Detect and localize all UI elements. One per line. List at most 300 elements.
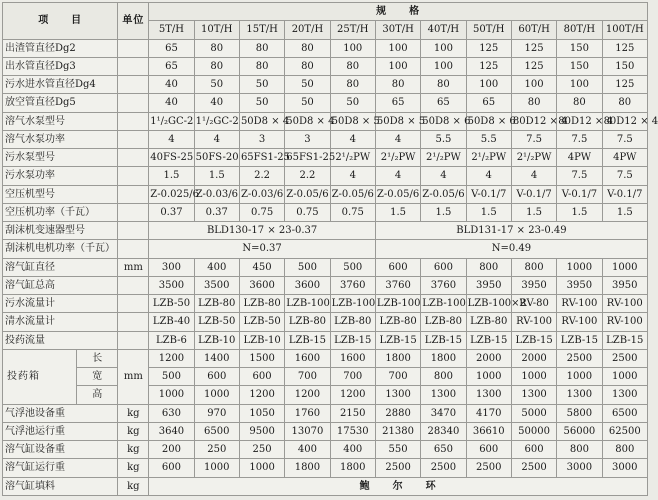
value-cell: 700 — [375, 368, 420, 386]
value-cell: 7.5 — [602, 167, 647, 185]
value-cell: 62500 — [602, 422, 647, 440]
value-cell: 1000 — [602, 368, 647, 386]
value-cell: Z-0.05/6 — [421, 185, 466, 203]
dimension-label: 宽 — [77, 368, 118, 386]
value-cell: 125 — [511, 39, 556, 57]
value-cell: 125 — [511, 57, 556, 75]
value-cell: 100 — [375, 39, 420, 57]
row-unit: kg — [118, 459, 149, 477]
value-cell: 4PW — [602, 149, 647, 167]
value-cell: 2¹/₂PW — [375, 149, 420, 167]
value-cell: V-0.1/7 — [511, 185, 556, 203]
value-cell: Z-0.025/6 — [149, 185, 194, 203]
value-cell: 250 — [239, 441, 284, 459]
value-cell: 2.2 — [239, 167, 284, 185]
value-cell: 1.5 — [375, 203, 420, 221]
value-cell: 125 — [466, 39, 511, 57]
value-cell: 4 — [330, 167, 375, 185]
value-cell: 150 — [602, 57, 647, 75]
value-cell: RV-100 — [557, 295, 602, 313]
value-cell: 2880 — [375, 404, 420, 422]
value-cell: 65 — [149, 39, 194, 57]
value-cell: 3640 — [149, 422, 194, 440]
value-cell: 50 — [239, 76, 284, 94]
value-cell: 50 — [239, 94, 284, 112]
value-cell: 2150 — [330, 404, 375, 422]
motor-power-large: N=0.49 — [375, 240, 647, 258]
value-cell: 150 — [557, 57, 602, 75]
value-cell: 1.5 — [421, 203, 466, 221]
table-row — [3, 368, 648, 386]
row-unit — [118, 276, 149, 294]
value-cell: 65 — [375, 94, 420, 112]
row-label: 溶气缸直径 — [3, 258, 118, 276]
packing-value: 鲍 尔 环 — [149, 477, 648, 496]
row-label: 出水管直径Dg3 — [3, 57, 118, 75]
value-cell: 5.5 — [421, 130, 466, 148]
value-cell: 65 — [466, 94, 511, 112]
row-unit — [118, 240, 149, 258]
value-cell: 600 — [194, 368, 239, 386]
value-cell: 40FS-25 — [149, 149, 194, 167]
value-cell: 0.75 — [285, 203, 330, 221]
value-cell: RV-80 — [511, 295, 556, 313]
value-cell: 1800 — [421, 349, 466, 367]
value-cell: 4 — [330, 130, 375, 148]
value-cell: 50D8 × 6 — [421, 112, 466, 130]
value-cell: 1000 — [557, 368, 602, 386]
value-cell: LZB-80 — [194, 295, 239, 313]
value-cell: LZB-15 — [375, 331, 420, 349]
value-cell: 50D8 × 5 — [375, 112, 420, 130]
value-cell: 3950 — [602, 276, 647, 294]
value-cell: 0.37 — [149, 203, 194, 221]
value-cell: 100 — [511, 76, 556, 94]
value-cell: 80D12 × 4 — [602, 112, 647, 130]
value-cell: 6500 — [602, 404, 647, 422]
value-cell: 7.5 — [557, 167, 602, 185]
value-cell: LZB-6 — [149, 331, 194, 349]
value-cell: 4 — [466, 167, 511, 185]
table-row — [3, 276, 648, 294]
table-row — [3, 222, 648, 240]
value-cell: 5000 — [511, 404, 556, 422]
value-cell: 1800 — [330, 459, 375, 477]
row-label: 刮沫机电机功率（千瓦） — [3, 240, 118, 258]
value-cell: 3 — [285, 130, 330, 148]
value-cell: LZB-100×2 — [466, 295, 511, 313]
value-cell: 4 — [149, 130, 194, 148]
value-cell: 100 — [375, 57, 420, 75]
model-header: 100T/H — [602, 21, 647, 39]
value-cell: 800 — [557, 441, 602, 459]
value-cell: 1¹/₂GC-2 — [194, 112, 239, 130]
value-cell: 2000 — [466, 349, 511, 367]
value-cell: 600 — [375, 258, 420, 276]
value-cell: 3600 — [285, 276, 330, 294]
value-cell: 2¹/₂PW — [511, 149, 556, 167]
dimension-label: 高 — [77, 386, 118, 404]
value-cell: 17530 — [330, 422, 375, 440]
row-label: 污水进水管直径Dg4 — [3, 76, 118, 94]
value-cell: 13070 — [285, 422, 330, 440]
table-row — [3, 459, 648, 477]
value-cell: 3470 — [421, 404, 466, 422]
table-row — [3, 130, 648, 148]
value-cell: 1300 — [375, 386, 420, 404]
value-cell: 1000 — [557, 258, 602, 276]
value-cell: V-0.1/7 — [602, 185, 647, 203]
value-cell: LZB-15 — [285, 331, 330, 349]
value-cell: 600 — [421, 258, 466, 276]
value-cell: 3600 — [239, 276, 284, 294]
value-cell: 40 — [149, 76, 194, 94]
value-cell: LZB-80 — [285, 313, 330, 331]
value-cell: 3760 — [330, 276, 375, 294]
value-cell: 1000 — [466, 368, 511, 386]
value-cell: 100 — [330, 39, 375, 57]
value-cell: 1300 — [466, 386, 511, 404]
value-cell: 5800 — [557, 404, 602, 422]
value-cell: LZB-15 — [466, 331, 511, 349]
value-cell: 2500 — [557, 349, 602, 367]
value-cell: 400 — [285, 441, 330, 459]
value-cell: 125 — [466, 57, 511, 75]
value-cell: 1000 — [194, 386, 239, 404]
row-label: 刮沫机变速器型号 — [3, 222, 118, 240]
row-unit — [118, 94, 149, 112]
value-cell: 5.5 — [466, 130, 511, 148]
value-cell: LZB-80 — [421, 313, 466, 331]
value-cell: 80 — [194, 57, 239, 75]
value-cell: Z-0.05/6 — [375, 185, 420, 203]
value-cell: 6500 — [194, 422, 239, 440]
value-cell: 800 — [602, 441, 647, 459]
value-cell: 80 — [330, 76, 375, 94]
value-cell: 2000 — [511, 349, 556, 367]
row-label: 污水泵型号 — [3, 149, 118, 167]
value-cell: 50D8 × 4 — [239, 112, 284, 130]
value-cell: LZB-100 — [285, 295, 330, 313]
model-header: 40T/H — [421, 21, 466, 39]
value-cell: 80 — [239, 57, 284, 75]
value-cell: 500 — [285, 258, 330, 276]
value-cell: 1000 — [602, 258, 647, 276]
header-spec: 规 格 — [149, 3, 648, 21]
value-cell: 1000 — [194, 459, 239, 477]
value-cell: 1050 — [239, 404, 284, 422]
table-row — [3, 94, 648, 112]
value-cell: 500 — [149, 368, 194, 386]
value-cell: 450 — [239, 258, 284, 276]
value-cell: 600 — [466, 441, 511, 459]
value-cell: 550 — [375, 441, 420, 459]
value-cell: Z-0.03/6 — [194, 185, 239, 203]
reducer-model-large: BLD131-17 × 23-0.49 — [375, 222, 647, 240]
value-cell: LZB-50 — [149, 295, 194, 313]
value-cell: 80 — [557, 94, 602, 112]
value-cell: 1500 — [239, 349, 284, 367]
value-cell: 1.5 — [466, 203, 511, 221]
value-cell: LZB-100 — [375, 295, 420, 313]
value-cell: LZB-15 — [511, 331, 556, 349]
value-cell: LZB-50 — [194, 313, 239, 331]
row-label: 溶气缸运行重 — [3, 459, 118, 477]
value-cell: 600 — [149, 459, 194, 477]
value-cell: 65 — [421, 94, 466, 112]
row-unit: mm — [118, 258, 149, 276]
value-cell: 1000 — [511, 368, 556, 386]
row-unit: kg — [118, 441, 149, 459]
value-cell: 50 — [285, 94, 330, 112]
model-header: 20T/H — [285, 21, 330, 39]
row-label: 溶气水泵型号 — [3, 112, 118, 130]
dosing-box-label: 投药箱 — [3, 349, 77, 404]
value-cell: 80 — [194, 39, 239, 57]
header-unit: 单位 — [118, 3, 149, 40]
row-unit: kg — [118, 477, 149, 496]
header-row — [3, 3, 648, 21]
value-cell: 80 — [421, 76, 466, 94]
header-item: 项 目 — [3, 3, 118, 40]
value-cell: 36610 — [466, 422, 511, 440]
row-label: 清水流量计 — [3, 313, 118, 331]
value-cell: 80 — [285, 39, 330, 57]
row-label: 溶气缸填料 — [3, 477, 118, 496]
table-row — [3, 203, 648, 221]
value-cell: 0.37 — [194, 203, 239, 221]
value-cell: 100 — [557, 76, 602, 94]
model-header: 50T/H — [466, 21, 511, 39]
value-cell: LZB-80 — [466, 313, 511, 331]
value-cell: 2500 — [511, 459, 556, 477]
table-row — [3, 313, 648, 331]
dimension-label: 长 — [77, 349, 118, 367]
value-cell: 1.5 — [149, 167, 194, 185]
value-cell: 1300 — [602, 386, 647, 404]
row-label: 投药流量 — [3, 331, 118, 349]
value-cell: RV-100 — [602, 295, 647, 313]
row-unit — [118, 57, 149, 75]
value-cell: 250 — [194, 441, 239, 459]
value-cell: 600 — [511, 441, 556, 459]
value-cell: 2¹/₂PW — [421, 149, 466, 167]
value-cell: 1000 — [149, 386, 194, 404]
row-label: 出渣管直径Dg2 — [3, 39, 118, 57]
value-cell: 125 — [602, 76, 647, 94]
table-row — [3, 386, 648, 404]
row-unit — [118, 295, 149, 313]
value-cell: LZB-15 — [557, 331, 602, 349]
value-cell: 1800 — [285, 459, 330, 477]
value-cell: 630 — [149, 404, 194, 422]
table-row — [3, 331, 648, 349]
value-cell: 700 — [330, 368, 375, 386]
value-cell: 1300 — [421, 386, 466, 404]
row-unit — [118, 130, 149, 148]
value-cell: 4170 — [466, 404, 511, 422]
value-cell: 1400 — [194, 349, 239, 367]
value-cell: 1760 — [285, 404, 330, 422]
value-cell: 1¹/₂GC-2 — [149, 112, 194, 130]
table-row — [3, 349, 648, 367]
value-cell: 700 — [285, 368, 330, 386]
row-unit — [118, 222, 149, 240]
table-row — [3, 295, 648, 313]
value-cell: LZB-10 — [194, 331, 239, 349]
value-cell: 400 — [194, 258, 239, 276]
value-cell: 2500 — [602, 349, 647, 367]
value-cell: 3000 — [602, 459, 647, 477]
value-cell: 2.2 — [285, 167, 330, 185]
value-cell: 1200 — [239, 386, 284, 404]
value-cell: 7.5 — [602, 130, 647, 148]
table-row — [3, 149, 648, 167]
value-cell: 4 — [375, 130, 420, 148]
value-cell: 3 — [239, 130, 284, 148]
value-cell: 40 — [149, 94, 194, 112]
row-label: 气浮池设备重 — [3, 404, 118, 422]
value-cell: 1.5 — [557, 203, 602, 221]
value-cell: 0.75 — [239, 203, 284, 221]
table-row — [3, 258, 648, 276]
value-cell: V-0.1/7 — [557, 185, 602, 203]
value-cell: 0.75 — [330, 203, 375, 221]
value-cell: 50D8 × 5 — [330, 112, 375, 130]
value-cell: 500 — [330, 258, 375, 276]
table-row — [3, 404, 648, 422]
reducer-model-small: BLD130-17 × 23-0.37 — [149, 222, 376, 240]
value-cell: LZB-100 — [330, 295, 375, 313]
value-cell: 3950 — [511, 276, 556, 294]
value-cell: LZB-80 — [330, 313, 375, 331]
row-label: 空压机功率（千瓦） — [3, 203, 118, 221]
row-unit — [118, 331, 149, 349]
value-cell: 3500 — [149, 276, 194, 294]
value-cell: 1200 — [149, 349, 194, 367]
value-cell: 1200 — [330, 386, 375, 404]
value-cell: LZB-100 — [421, 295, 466, 313]
value-cell: LZB-10 — [239, 331, 284, 349]
row-unit — [118, 39, 149, 57]
value-cell: 21380 — [375, 422, 420, 440]
value-cell: 1.5 — [511, 203, 556, 221]
value-cell: 65FS1-25 — [239, 149, 284, 167]
value-cell: 80 — [239, 39, 284, 57]
value-cell: 9500 — [239, 422, 284, 440]
value-cell: 800 — [466, 258, 511, 276]
value-cell: 80D12 × 4 — [557, 112, 602, 130]
value-cell: 1.5 — [602, 203, 647, 221]
table-row — [3, 112, 648, 130]
value-cell: 2500 — [421, 459, 466, 477]
value-cell: 3950 — [466, 276, 511, 294]
value-cell: 600 — [239, 368, 284, 386]
value-cell: 2500 — [466, 459, 511, 477]
model-header: 25T/H — [330, 21, 375, 39]
spec-sheet — [2, 2, 658, 496]
value-cell: 4 — [194, 130, 239, 148]
value-cell: 7.5 — [557, 130, 602, 148]
value-cell: 28340 — [421, 422, 466, 440]
value-cell: 80D12 × 4 — [511, 112, 556, 130]
table-row — [3, 240, 648, 258]
row-label: 空压机型号 — [3, 185, 118, 203]
value-cell: 1.5 — [194, 167, 239, 185]
table-row — [3, 57, 648, 75]
value-cell: 50FS-20 — [194, 149, 239, 167]
value-cell: 80 — [375, 76, 420, 94]
model-header: 80T/H — [557, 21, 602, 39]
value-cell: 970 — [194, 404, 239, 422]
row-label: 污水泵功率 — [3, 167, 118, 185]
value-cell: 800 — [511, 258, 556, 276]
value-cell: 40 — [194, 94, 239, 112]
value-cell: 150 — [557, 39, 602, 57]
value-cell: 50000 — [511, 422, 556, 440]
row-label: 放空管直径Dg5 — [3, 94, 118, 112]
value-cell: 80 — [330, 57, 375, 75]
table-row — [3, 39, 648, 57]
value-cell: 200 — [149, 441, 194, 459]
value-cell: 1200 — [285, 386, 330, 404]
value-cell: 50 — [330, 94, 375, 112]
value-cell: 3500 — [194, 276, 239, 294]
value-cell: V-0.1/7 — [466, 185, 511, 203]
row-unit — [118, 185, 149, 203]
value-cell: Z-0.05/6 — [330, 185, 375, 203]
value-cell: 3000 — [557, 459, 602, 477]
table-row — [3, 477, 648, 496]
value-cell: 65 — [149, 57, 194, 75]
table-row — [3, 185, 648, 203]
table-row — [3, 167, 648, 185]
value-cell: 125 — [602, 39, 647, 57]
value-cell: 100 — [421, 39, 466, 57]
value-cell: 2500 — [375, 459, 420, 477]
model-header: 60T/H — [511, 21, 556, 39]
value-cell: RV-100 — [602, 313, 647, 331]
value-cell: 2¹/₂PW — [466, 149, 511, 167]
specification-table — [2, 2, 658, 496]
value-cell: 4 — [421, 167, 466, 185]
value-cell: 100 — [421, 57, 466, 75]
value-cell: LZB-15 — [330, 331, 375, 349]
value-cell: 7.5 — [511, 130, 556, 148]
row-label: 污水流量计 — [3, 295, 118, 313]
table-row — [3, 441, 648, 459]
value-cell: 80 — [602, 94, 647, 112]
value-cell: Z-0.05/6 — [285, 185, 330, 203]
value-cell: 50 — [194, 76, 239, 94]
value-cell: 300 — [149, 258, 194, 276]
value-cell: 1800 — [375, 349, 420, 367]
value-cell: RV-100 — [511, 313, 556, 331]
value-cell: 2¹/₂PW — [330, 149, 375, 167]
value-cell: LZB-15 — [602, 331, 647, 349]
row-unit — [118, 149, 149, 167]
value-cell: 50D8 × 4 — [285, 112, 330, 130]
value-cell: LZB-50 — [239, 313, 284, 331]
value-cell: 3760 — [421, 276, 466, 294]
row-label: 溶气缸总高 — [3, 276, 118, 294]
model-header: 5T/H — [149, 21, 194, 39]
value-cell: LZB-80 — [239, 295, 284, 313]
model-header: 10T/H — [194, 21, 239, 39]
value-cell: LZB-40 — [149, 313, 194, 331]
value-cell: RV-100 — [557, 313, 602, 331]
value-cell: 50 — [285, 76, 330, 94]
